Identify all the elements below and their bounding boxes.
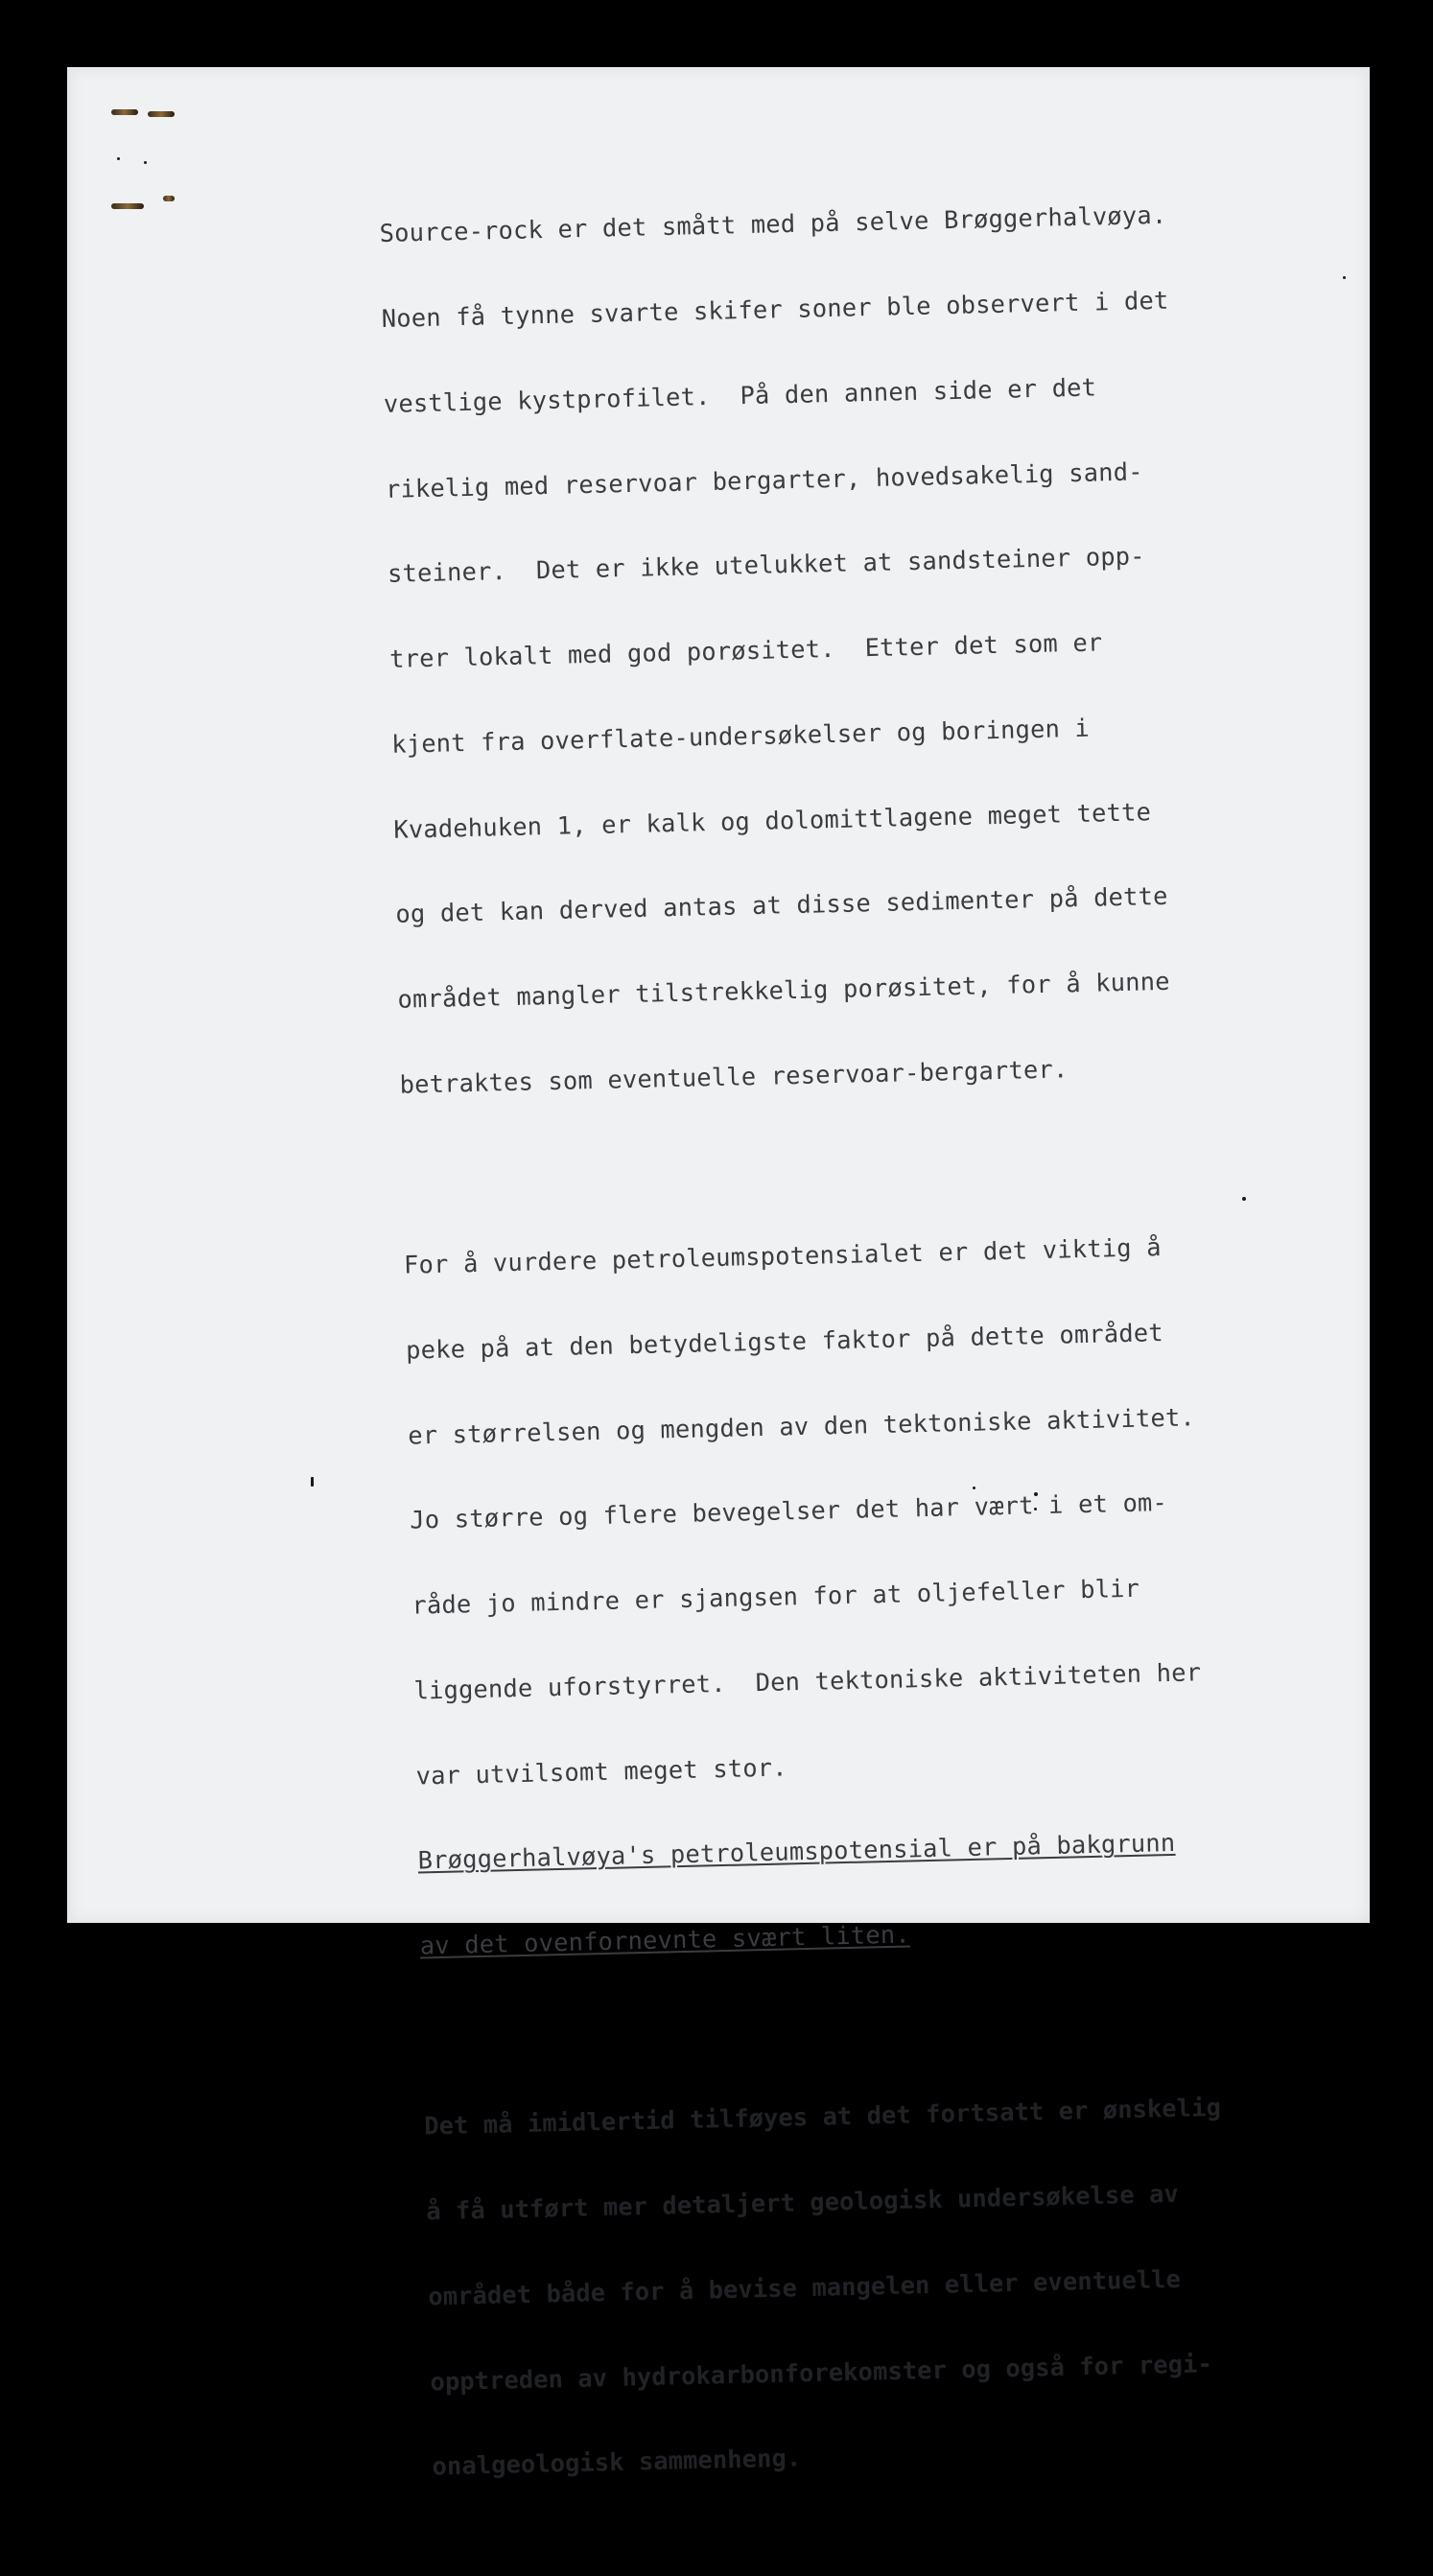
text-line: området mangler tilstrekkelig porøsitet, for å kunne <box>397 967 1170 1014</box>
text-line: er størrelsen og mengden av den tektoniske aktivitet. <box>407 1401 1196 1450</box>
text-line: Det må imidlertid tilføyes at det fortsatt er ønskelig <box>423 2093 1222 2141</box>
text-line: rikelig med reservoar bergarter, hovedsakelig sand- <box>385 456 1143 503</box>
paragraph-source-rock <box>378 143 1264 1157</box>
staple-mark-lower <box>111 203 144 209</box>
underlined-conclusion-line: av det ovenfornevnte svært liten. <box>419 1919 911 1960</box>
text-line: trer lokalt med god porøsitet. Etter det som er <box>388 627 1103 673</box>
staple-mark-top-right <box>148 111 175 117</box>
staple-mark-lower-right <box>163 196 175 201</box>
text-line: opptreden av hydrokarbonforekomster og også for regi- <box>430 2348 1213 2396</box>
paragraph-petroleum-potential <box>402 1174 1284 2017</box>
text-line: var utvilsomt meget stor. <box>415 1752 788 1791</box>
text-line: betraktes som eventuelle reservoar-bergarter. <box>399 1054 1069 1099</box>
speck-mark <box>144 161 147 164</box>
typed-text-body <box>378 143 1298 2576</box>
text-line: Jo større og flere bevegelser det har vært i et om- <box>409 1487 1168 1534</box>
text-line: området både for å bevise mangelen eller eventuelle <box>428 2263 1182 2311</box>
text-line: steiner. Det er ikke utelukket at sandsteiner opp- <box>387 541 1146 589</box>
text-line: og det kan derved antas at disse sedimenter på dette <box>395 881 1168 929</box>
text-line: onalgeologisk sammenheng. <box>432 2443 802 2481</box>
text-line: liggende uforstyrret. Den tektoniske aktiviteten her <box>413 1657 1202 1705</box>
text-line: kjent fra overflate-undersøkelser og boringen i <box>390 713 1091 759</box>
speck-mark <box>311 1477 314 1487</box>
text-line: peke på at den betydeligste faktor på dette området <box>405 1317 1164 1365</box>
speck-mark <box>1343 276 1346 279</box>
text-line: råde jo mindre er sjangsen for at oljefeller blir <box>411 1573 1140 1620</box>
text-line: Source-rock er det smått med på selve Brøggerhalvøya. <box>379 199 1167 248</box>
text-line: vestlige kystprofilet. På den annen side er det <box>383 372 1097 418</box>
text-line: For å vurdere petroleumspotensialet er det viktig å <box>403 1232 1163 1279</box>
speck-mark <box>117 157 120 160</box>
paragraph-further-investigation <box>423 2035 1298 2538</box>
underlined-conclusion-line: Brøggerhalvøya's petroleumspotensial er på bakgrunn <box>417 1828 1176 1875</box>
text-line: Kvadehuken 1, er kalk og dolomittlagene meget tette <box>393 796 1152 844</box>
text-line: å få utført mer detaljert geologisk undersøkelse av <box>425 2178 1180 2226</box>
staple-mark-top <box>111 109 138 115</box>
text-line: Noen få tynne svarte skifer soner ble observert i det <box>381 285 1169 333</box>
